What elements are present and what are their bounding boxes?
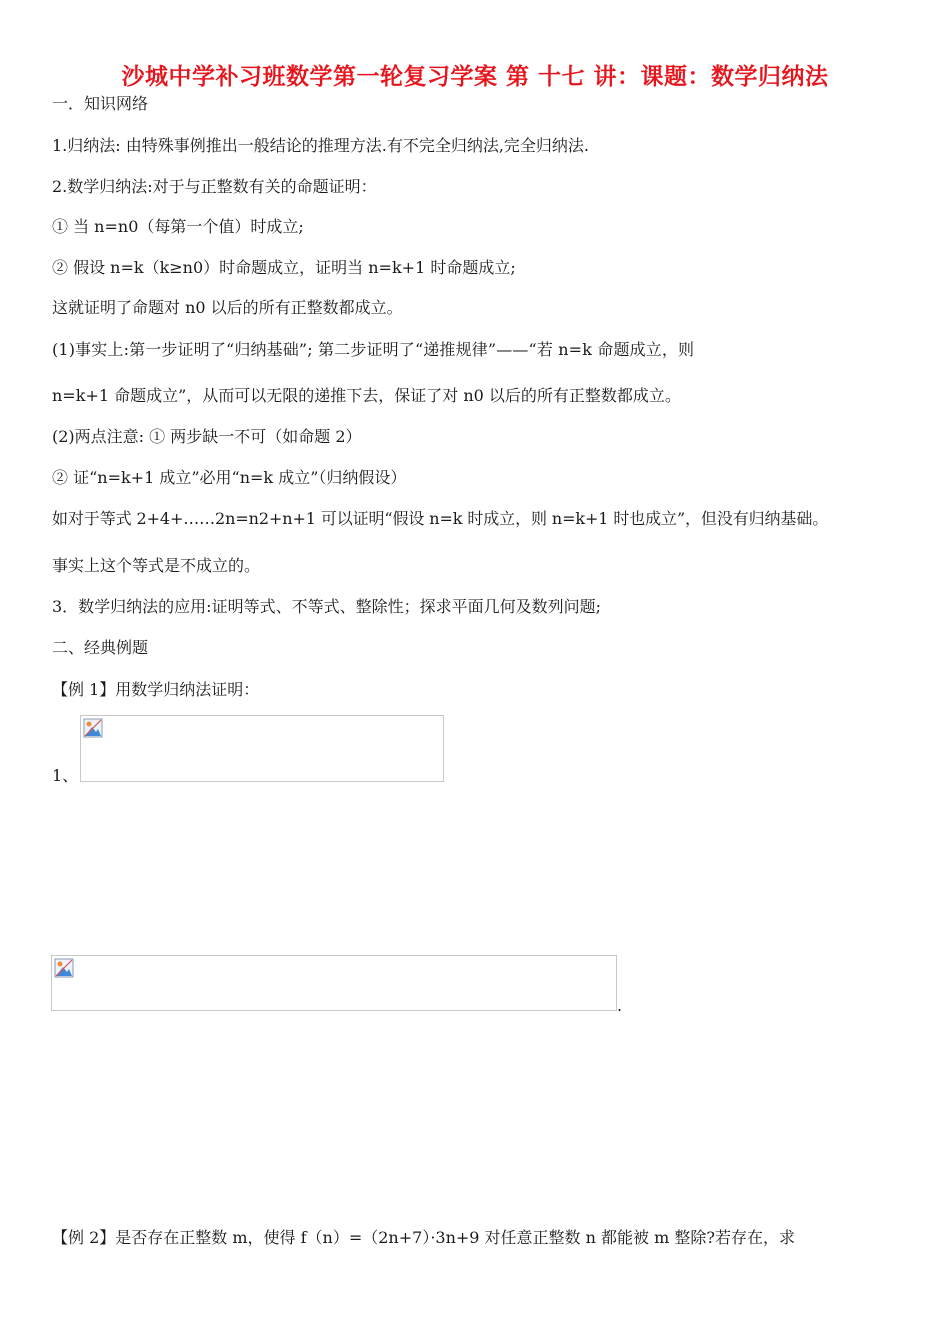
text-line: 这就证明了命题对 n0 以后的所有正整数都成立。 [52,298,403,317]
example-1-heading: 【例 1】用数学归纳法证明： [52,680,260,699]
formula-image-1 [80,715,444,782]
text-line: 事实上这个等式是不成立的。 [52,556,261,575]
text-line: 如对于等式 2+4+……2n=n2+n+1 可以证明“假设 n=k 时成立，则 n=k+1 时也成立”，但没有归纳基础。 [52,509,829,528]
text-line: n=k+1 命题成立”，从而可以无限的递推下去，保证了对 n0 以后的所有正整数都成立。 [52,386,681,405]
broken-image-icon [83,718,103,738]
page-title: 沙城中学补习班数学第一轮复习学案 第 十七 讲：课题：数学归纳法 [121,64,829,90]
text-line: 3．数学归纳法的应用:证明等式、不等式、整除性；探求平面几何及数列问题; [52,597,601,616]
formula-image-2 [51,955,617,1011]
text-line: (2)两点注意: ① 两步缺一不可（如命题 2） [52,427,362,446]
text-line: ① 当 n=n0（每第一个值）时成立; [52,217,304,236]
item-number-1: 1、 [52,766,79,785]
example-2-text: 【例 2】是否存在正整数 m，使得 f（n）=（2n+7）·3n+9 对任意正整数 n 都能被 m 整除?若存在，求 [52,1228,795,1247]
text-line: ② 证“n=k+1 成立”必用“n=k 成立”（归纳假设） [52,468,407,487]
text-line: 2.数学归纳法:对于与正整数有关的命题证明： [52,177,377,196]
text-line: 1.归纳法: 由特殊事例推出一般结论的推理方法.有不完全归纳法,完全归纳法. [52,136,590,155]
text-line: ② 假设 n=k（k≥n0）时命题成立，证明当 n=k+1 时命题成立; [52,258,516,277]
section-heading-knowledge: 一．知识网络 [52,94,149,113]
text-line: (1)事实上:第一步证明了“归纳基础”; 第二步证明了“递推规律”——“若 n=k 命题成立，则 [52,340,695,359]
broken-image-icon [54,958,74,978]
item-2-period: . [617,996,623,1015]
section-heading-examples: 二、经典例题 [52,638,149,657]
